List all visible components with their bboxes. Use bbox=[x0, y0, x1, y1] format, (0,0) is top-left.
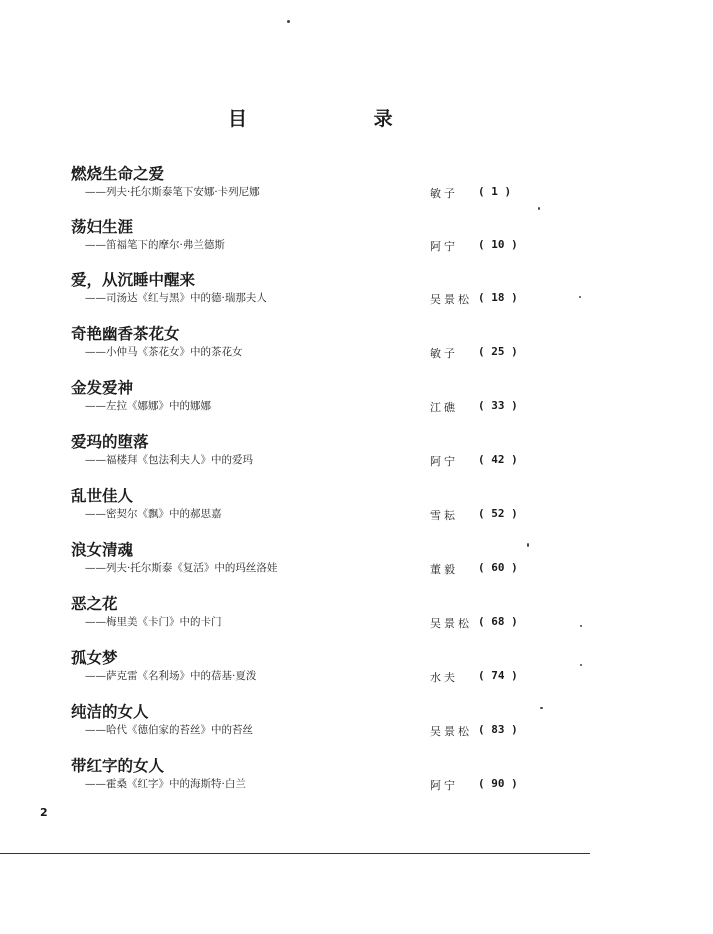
entry-author: 水夫 bbox=[430, 671, 458, 684]
entry-subtitle: ——小仲马《茶花女》中的茶花女 bbox=[85, 346, 243, 358]
entry-page: ( 25 ) bbox=[478, 345, 518, 358]
entry-page: ( 74 ) bbox=[478, 669, 518, 682]
entry-subtitle: ——梅里美《卡门》中的卡门 bbox=[85, 616, 222, 628]
entry-page: ( 60 ) bbox=[478, 561, 518, 574]
entry-subtitle: ——列夫·托尔斯泰《复活》中的玛丝洛娃 bbox=[85, 562, 278, 574]
entry-title: 爱，从沉睡中醒来 bbox=[71, 270, 196, 289]
scan-speck bbox=[579, 296, 581, 298]
page-number: 2 bbox=[40, 806, 48, 819]
entry-subtitle: ——哈代《德伯家的苔丝》中的苔丝 bbox=[85, 724, 253, 736]
entry-title: 燃烧生命之爱 bbox=[71, 164, 165, 183]
entry-subtitle: ——福楼拜《包法利夫人》中的爱玛 bbox=[85, 454, 253, 466]
entry-author: 敏子 bbox=[430, 347, 458, 360]
entry-subtitle: ——司汤达《红与黑》中的德·瑞那夫人 bbox=[85, 292, 267, 304]
entry-page: ( 52 ) bbox=[478, 507, 518, 520]
entry-author: 敏子 bbox=[430, 187, 458, 200]
scan-speck bbox=[580, 664, 582, 666]
entry-title: 荡妇生涯 bbox=[71, 217, 134, 236]
toc-entry bbox=[0, 162, 713, 206]
entry-title: 带红字的女人 bbox=[71, 756, 165, 775]
entry-author: 吴景松 bbox=[430, 617, 472, 630]
entry-author: 吴景松 bbox=[430, 725, 472, 738]
scan-speck bbox=[580, 625, 582, 627]
scan-speck bbox=[527, 543, 529, 547]
entry-author: 阿宁 bbox=[430, 240, 458, 253]
toc-entry bbox=[0, 484, 713, 528]
entry-author: 江礁 bbox=[430, 401, 458, 414]
entry-title: 纯洁的女人 bbox=[71, 702, 149, 721]
entry-subtitle: ——萨克雷《名利场》中的蓓基·夏泼 bbox=[85, 670, 257, 682]
entry-page: ( 1 ) bbox=[478, 185, 512, 198]
entry-subtitle: ——笛福笔下的摩尔·弗兰德斯 bbox=[85, 239, 225, 251]
toc-entry bbox=[0, 430, 713, 474]
entry-subtitle: ——列夫·托尔斯泰笔下安娜·卡列尼娜 bbox=[85, 186, 260, 198]
entry-page: ( 33 ) bbox=[478, 399, 518, 412]
entry-subtitle: ——密契尔《飘》中的郝思嘉 bbox=[85, 508, 222, 520]
entry-page: ( 10 ) bbox=[478, 238, 518, 251]
scan-speck bbox=[287, 20, 290, 23]
entry-page: ( 83 ) bbox=[478, 723, 518, 736]
toc-entry bbox=[0, 754, 713, 798]
entry-author: 阿宁 bbox=[430, 455, 458, 468]
entry-author: 阿宁 bbox=[430, 779, 458, 792]
entry-title: 恶之花 bbox=[71, 594, 118, 613]
entry-title: 孤女梦 bbox=[71, 648, 118, 667]
toc-entry bbox=[0, 376, 713, 420]
page-title: 目 录 bbox=[228, 108, 453, 130]
toc-entry bbox=[0, 215, 713, 259]
scan-speck bbox=[538, 207, 540, 210]
toc-entry bbox=[0, 268, 713, 312]
toc-entry bbox=[0, 538, 713, 582]
entry-author: 吴景松 bbox=[430, 293, 472, 306]
entry-subtitle: ——霍桑《红字》中的海斯特·白兰 bbox=[85, 778, 246, 790]
entry-title: 金发爱神 bbox=[71, 378, 134, 397]
entry-page: ( 68 ) bbox=[478, 615, 518, 628]
entry-title: 奇艳幽香茶花女 bbox=[71, 324, 180, 343]
entry-page: ( 90 ) bbox=[478, 777, 518, 790]
entry-author: 董毅 bbox=[430, 563, 458, 576]
entry-author: 雪耘 bbox=[430, 509, 458, 522]
entry-page: ( 42 ) bbox=[478, 453, 518, 466]
entry-title: 乱世佳人 bbox=[71, 486, 134, 505]
toc-entry bbox=[0, 592, 713, 636]
entry-page: ( 18 ) bbox=[478, 291, 518, 304]
toc-entry bbox=[0, 646, 713, 690]
entry-title: 浪女清魂 bbox=[71, 540, 134, 559]
scan-speck bbox=[540, 707, 543, 709]
entry-title: 爱玛的堕落 bbox=[71, 432, 149, 451]
toc-entry bbox=[0, 700, 713, 744]
toc-entry bbox=[0, 322, 713, 366]
bottom-rule bbox=[0, 853, 590, 854]
entry-subtitle: ——左拉《娜娜》中的娜娜 bbox=[85, 400, 211, 412]
